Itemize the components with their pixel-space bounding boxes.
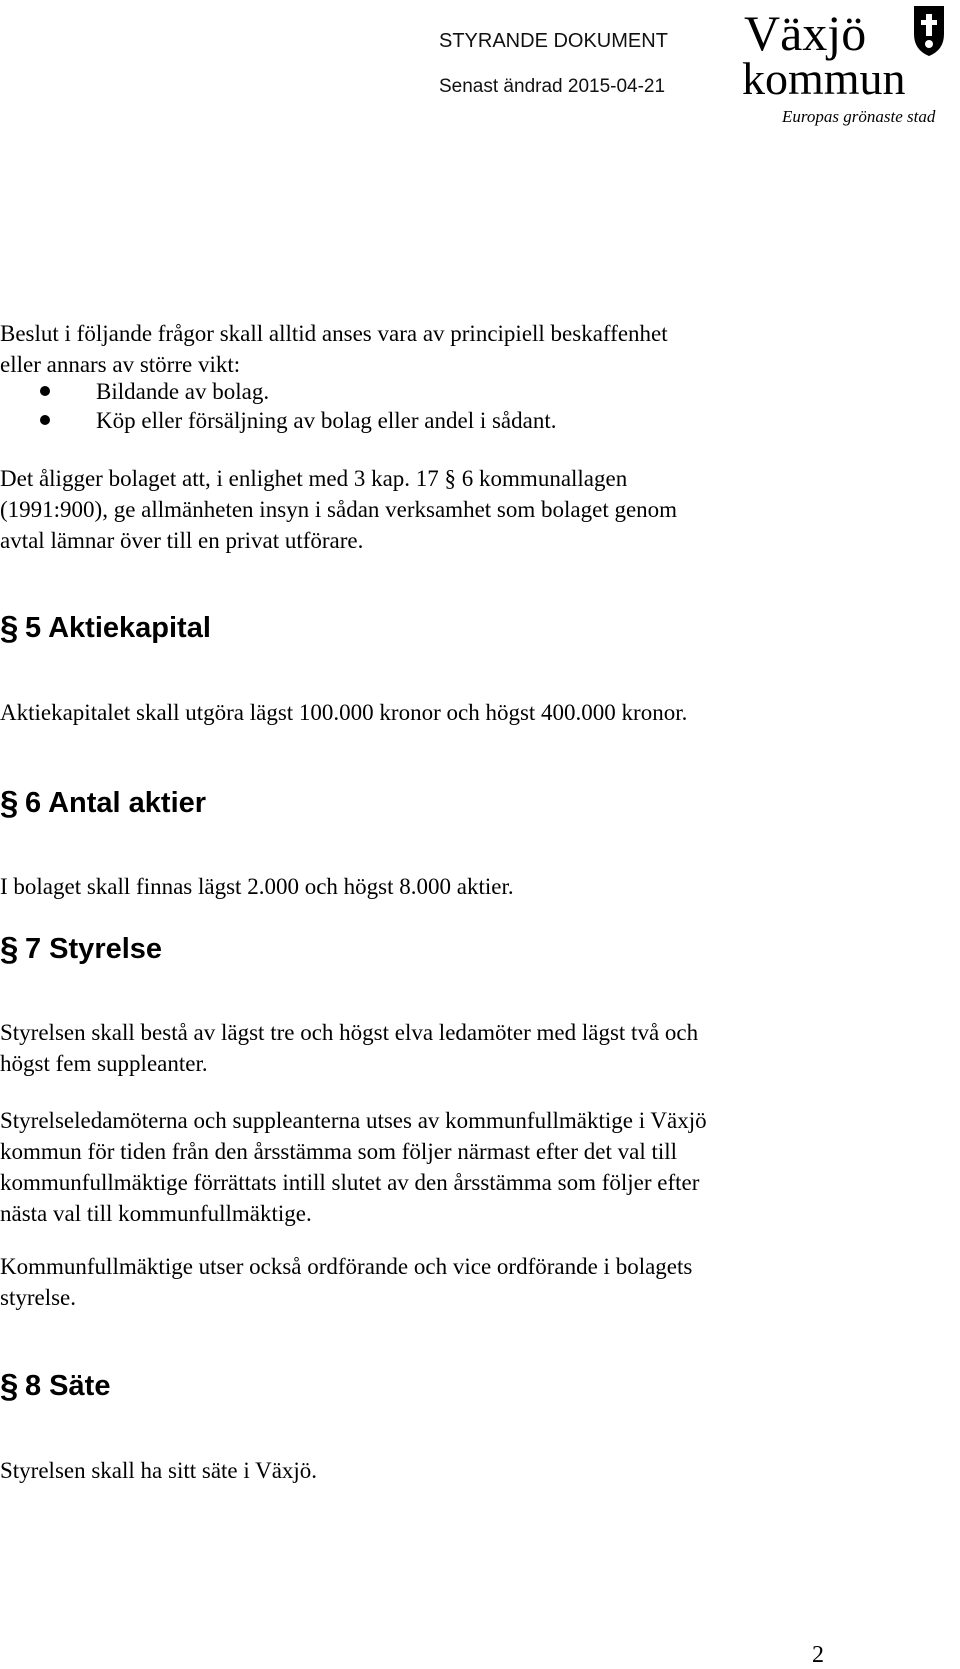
page-number: 2 bbox=[812, 1642, 824, 1668]
text-line: kommun för tiden från den årsstämma som följer närmast efter det val till bbox=[0, 1139, 678, 1164]
section-title: 5 Aktiekapital bbox=[25, 612, 211, 644]
list-item bbox=[0, 376, 940, 407]
text-line: Beslut i följande frågor skall alltid anses vara av principiell beskaffenhet bbox=[0, 321, 668, 346]
section-title: 8 Säte bbox=[25, 1370, 111, 1402]
list-item bbox=[0, 405, 940, 436]
text-line: Aktiekapitalet skall utgöra lägst 100.000 kronor och högst 400.000 kronor. bbox=[0, 700, 688, 725]
text-line: styrelse. bbox=[0, 1285, 77, 1310]
text-line: Styrelsen skall bestå av lägst tre och högst elva ledamöter med lägst två och bbox=[0, 1020, 699, 1045]
coat-of-arms-icon bbox=[914, 6, 944, 56]
text-line: Styrelseledamöterna och suppleanterna utses av kommunfullmäktige i Växjö bbox=[0, 1108, 707, 1133]
section-paragraph bbox=[0, 1251, 940, 1313]
intro-paragraph-2 bbox=[0, 463, 940, 556]
list-item-text: Köp eller försäljning av bolag eller andel i sådant. bbox=[96, 408, 557, 433]
section-title: 6 Antal aktier bbox=[25, 787, 207, 819]
intro-paragraph-1 bbox=[0, 318, 940, 380]
section-symbol: § bbox=[0, 1367, 19, 1404]
logo-tagline: Europas grönaste stad bbox=[782, 107, 936, 126]
section-title: 7 Styrelse bbox=[25, 933, 163, 965]
text-line: Det åligger bolaget att, i enlighet med 3 kap. 17 § 6 kommunallagen bbox=[0, 466, 628, 491]
document-type-label: STYRANDE DOKUMENT bbox=[439, 30, 668, 52]
logo-line2: kommun bbox=[742, 53, 906, 104]
logo-line1: Växjö bbox=[744, 5, 867, 61]
section-paragraph bbox=[0, 1017, 940, 1079]
section-paragraph bbox=[0, 1105, 940, 1229]
section-symbol: § bbox=[0, 609, 19, 646]
text-line: eller annars av större vikt: bbox=[0, 352, 241, 377]
bullet-icon bbox=[40, 386, 50, 396]
text-line: (1991:900), ge allmänheten insyn i sådan verksamhet som bolaget genom bbox=[0, 497, 678, 522]
text-line: Kommunfullmäktige utser också ordförande och vice ordförande i bolagets bbox=[0, 1254, 693, 1279]
text-line: Styrelsen skall ha sitt säte i Växjö. bbox=[0, 1458, 318, 1483]
last-changed-date: Senast ändrad 2015-04-21 bbox=[439, 76, 666, 97]
section-symbol: § bbox=[0, 784, 19, 821]
text-line: högst fem suppleanter. bbox=[0, 1051, 208, 1076]
section-paragraph bbox=[0, 697, 940, 728]
section-paragraph bbox=[0, 1455, 940, 1486]
list-item-text: Bildande av bolag. bbox=[96, 379, 270, 404]
vaxjo-kommun-logo bbox=[742, 0, 960, 135]
bullet-icon bbox=[40, 415, 50, 425]
section-paragraph bbox=[0, 871, 940, 902]
text-line: avtal lämnar över till en privat utförare. bbox=[0, 528, 364, 553]
text-line: kommunfullmäktige förrättats intill slutet av den årsstämma som följer efter bbox=[0, 1170, 700, 1195]
section-symbol: § bbox=[0, 930, 19, 967]
text-line: I bolaget skall finnas lägst 2.000 och högst 8.000 aktier. bbox=[0, 874, 514, 899]
text-line: nästa val till kommunfullmäktige. bbox=[0, 1201, 312, 1226]
